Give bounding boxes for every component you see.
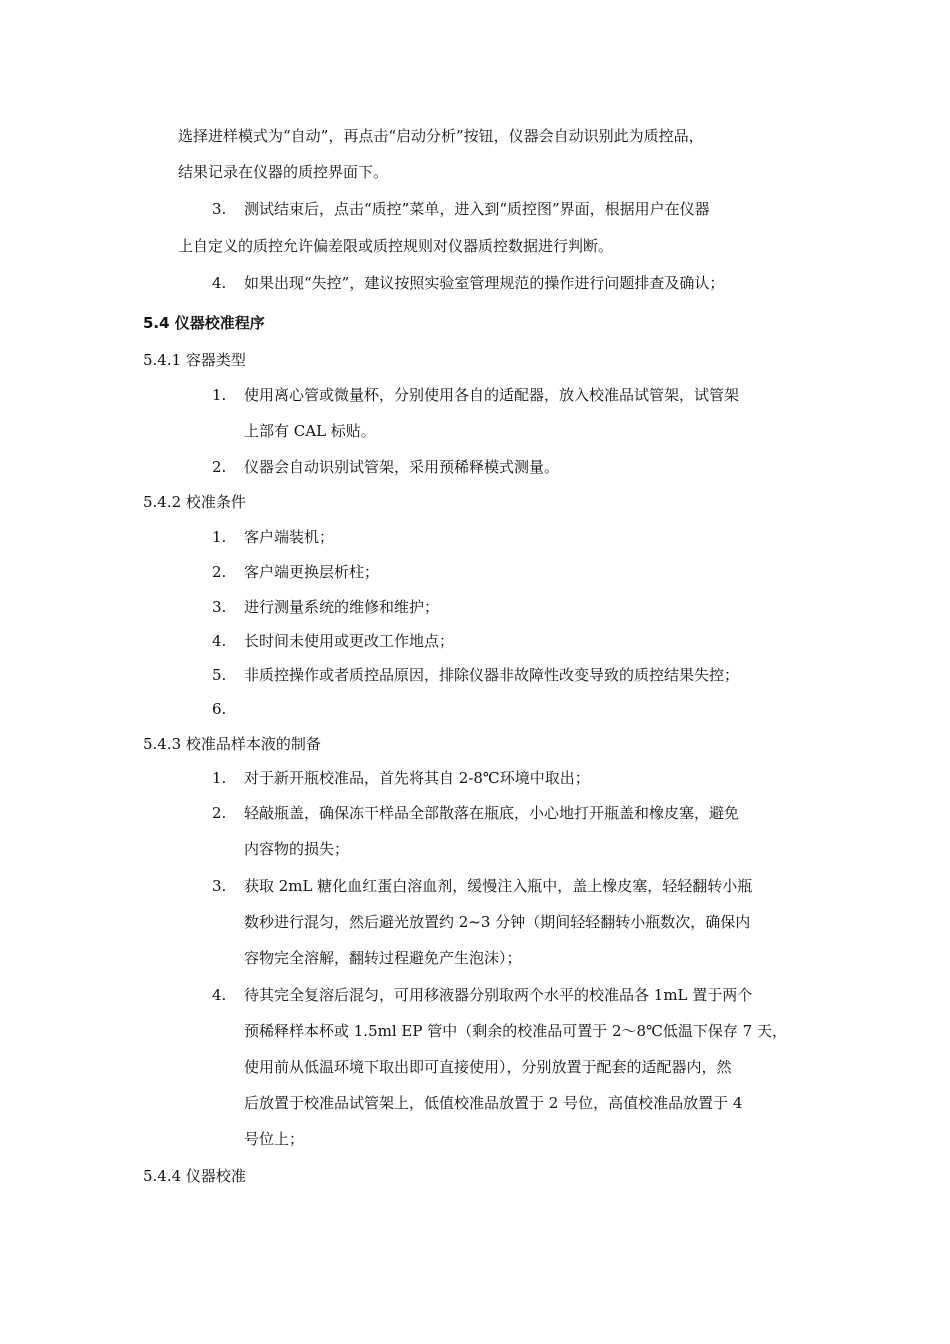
- s543-item-1-number: 1.: [212, 769, 227, 787]
- qc-item-3-line-1: 测试结束后，点击“质控”菜单，进入到“质控图”界面，根据用户在仪器: [244, 200, 710, 218]
- intro-line-1: 选择进样模式为“自动”，再点击“启动分析”按钮，仪器会自动识别此为质控品，: [178, 127, 704, 145]
- s543-item-2-line-1: 轻敲瓶盖，确保冻干样品全部散落在瓶底，小心地打开瓶盖和橡皮塞，避免: [244, 804, 740, 822]
- section-5-4-1-heading: 5.4.1 容器类型: [143, 351, 246, 369]
- s542-item-3-line-1: 进行测量系统的维修和维护；: [244, 598, 440, 616]
- s542-item-5-number: 5.: [212, 666, 227, 684]
- s542-item-2-number: 2.: [212, 563, 227, 581]
- qc-item-3-line-2: 上自定义的质控允许偏差限或质控规则对仪器质控数据进行判断。: [178, 237, 614, 255]
- section-5-4-heading: 5.4 仪器校准程序: [143, 314, 265, 332]
- s542-item-1-line-1: 客户端装机；: [244, 528, 335, 546]
- s543-item-2-line-2: 内容物的损失；: [244, 840, 350, 858]
- s543-item-4-line-1: 待其完全复溶后混匀，可用移液器分别取两个水平的校准品各 1mL 置于两个: [244, 986, 753, 1004]
- s541-item-2-number: 2.: [212, 458, 227, 476]
- s542-item-3-number: 3.: [212, 598, 227, 616]
- s542-item-1-number: 1.: [212, 528, 227, 546]
- qc-item-4-number: 4.: [212, 274, 227, 292]
- s543-item-4-line-5: 号位上；: [244, 1130, 305, 1148]
- section-5-4-2-heading: 5.4.2 校准条件: [143, 493, 246, 511]
- s543-item-3-number: 3.: [212, 877, 227, 895]
- s543-item-3-line-2: 数秒进行混匀，然后避光放置约 2~3 分钟（期间轻轻翻转小瓶数次，确保内: [244, 913, 751, 931]
- s542-item-4-number: 4.: [212, 632, 227, 650]
- section-5-4-3-heading: 5.4.3 校准品样本液的制备: [143, 735, 321, 753]
- s543-item-4-line-2: 预稀释样本杯或 1.5ml EP 管中（剩余的校准品可置于 2～8℃低温下保存 7 天，: [244, 1022, 787, 1040]
- s542-item-4-line-1: 长时间未使用或更改工作地点；: [244, 632, 455, 650]
- s541-item-2-line-1: 仪器会自动识别试管架，采用预稀释模式测量。: [244, 458, 560, 476]
- s541-item-1-line-1: 使用离心管或微量杯，分别使用各自的适配器，放入校准品试管架，试管架: [244, 386, 740, 404]
- intro-line-2: 结果记录在仪器的质控界面下。: [178, 163, 389, 181]
- s541-item-1-number: 1.: [212, 386, 227, 404]
- s543-item-2-number: 2.: [212, 804, 227, 822]
- qc-item-4-line-1: 如果出现“失控”，建议按照实验室管理规范的操作进行问题排查及确认；: [244, 274, 725, 292]
- qc-item-3-number: 3.: [212, 200, 227, 218]
- s543-item-4-line-4: 后放置于校准品试管架上，低值校准品放置于 2 号位，高值校准品放置于 4: [244, 1094, 743, 1112]
- s543-item-1-line-1: 对于新开瓶校准品，首先将其自 2-8℃环境中取出；: [244, 769, 590, 787]
- s543-item-3-line-1: 获取 2mL 糖化血红蛋白溶血剂，缓慢注入瓶中，盖上橡皮塞，轻轻翻转小瓶: [244, 877, 753, 895]
- s543-item-4-line-3: 使用前从低温环境下取出即可直接使用），分别放置于配套的适配器内，然: [244, 1058, 732, 1076]
- s543-item-4-number: 4.: [212, 986, 227, 1004]
- s543-item-3-line-3: 容物完全溶解，翻转过程避免产生泡沫）；: [244, 949, 522, 967]
- s542-item-5-line-1: 非质控操作或者质控品原因，排除仪器非故障性改变导致的质控结果失控；: [244, 666, 740, 684]
- section-5-4-4-heading: 5.4.4 仪器校准: [143, 1167, 246, 1185]
- s541-item-1-line-2: 上部有 CAL 标贴。: [244, 422, 376, 440]
- s542-item-2-line-1: 客户端更换层析柱；: [244, 563, 380, 581]
- s542-item-6-number: 6.: [212, 700, 227, 718]
